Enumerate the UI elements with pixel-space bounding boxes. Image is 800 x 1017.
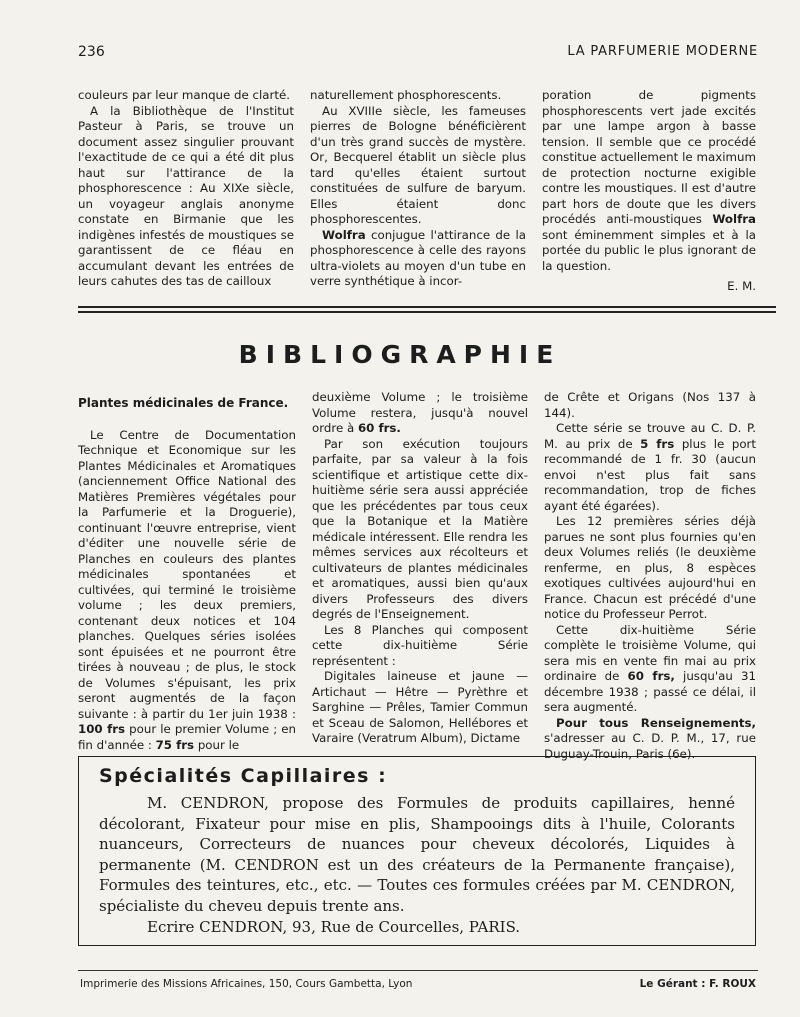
- paragraph: [312, 390, 528, 437]
- paragraph: A la Bibliothèque de l'Institut Pasteur à Paris, se trouve un document assez singulier prouvant l'exactitude de ce qui a été dit plus haut sur l'attirance de la phosphorescence : Au XIXe siècle, un voyageur anglais anonyme constate en Birmanie que les indigènes infestés de moustiques se garantissent de ce fléau en accumulant devant les entrées de leurs cahutes des tas de cailloux: [78, 103, 294, 288]
- manager-credit: Le Gérant : F. ROUX: [639, 978, 756, 990]
- section-divider: [78, 306, 776, 316]
- bibliography-subheading: Plantes médicinales de France.: [78, 396, 289, 410]
- paragraph-text: pour le: [197, 737, 240, 752]
- paragraph-text: Cette dix-huitième Série complète le troisième Volume, qui sera mis en vente fin mai au prix ordinaire de: [544, 622, 756, 683]
- info-label: Pour tous Renseignements,: [556, 715, 756, 730]
- paragraph-text: jusqu'au 31 décembre 1938 ; passé ce délai, il sera augmenté.: [544, 669, 757, 714]
- price: 5 frs: [640, 436, 675, 451]
- paragraph-text: conjugue l'attirance de la phosphorescence à celle des rayons ultra-violets au moyen d'un tube en verre synthétique à incor-: [310, 227, 526, 288]
- brand-name: Wolfra: [322, 227, 366, 242]
- price: 60 frs,: [627, 669, 675, 683]
- paragraph: couleurs par leur manque de clarté.: [78, 88, 291, 102]
- footer-divider: [78, 970, 758, 971]
- paragraph: Les 12 premières séries déjà parues ne sont plus fournies qu'en deux Volumes reliés (le deuxième renferme, en plus, 8 espèces exotiques cultivées aujourd'hui en France. Chacun est précédé d'une notice du Professeur Perrot.: [544, 514, 756, 621]
- page-number: 236: [78, 44, 105, 60]
- paragraph-text: deuxième Volume ; le troisième Volume restera, jusqu'à nouvel ordre à: [312, 390, 528, 435]
- paragraph: [544, 421, 756, 514]
- advertisement-title: Spécialités Capillaires :: [99, 765, 388, 787]
- bibliography-column-2: [312, 390, 528, 747]
- paragraph: [310, 228, 526, 290]
- bibliography-column-3: [544, 390, 756, 762]
- article-column-2: [310, 88, 526, 290]
- paragraph: [544, 623, 756, 716]
- advertisement-box: [78, 756, 756, 946]
- advertisement-body: [99, 793, 735, 938]
- printer-credit: Imprimerie des Missions Africaines, 150, Cours Gambetta, Lyon: [80, 978, 413, 990]
- paragraph: naturellement phosphorescents.: [310, 88, 502, 102]
- paragraph-text: sont éminemment simples et à la portée du public le plus ignorant de la question.: [542, 227, 756, 273]
- paragraph-text: pour le premier Volume ; en fin d'année :: [78, 722, 296, 752]
- bibliography-heading: BIBLIOGRAPHIE: [238, 340, 562, 369]
- price: 60 frs.: [357, 421, 401, 435]
- article-column-1: [78, 88, 294, 290]
- paragraph: Les 8 Planches qui composent cette dix-huitième Série représentent :: [312, 622, 528, 668]
- paragraph: [78, 428, 296, 754]
- paragraph: Au XVIIIe siècle, les fameuses pierres de Bologne bénéficièrent d'un très grand succès de mystère. Or, Becquerel établit un siècle plus tard qu'elles étaient surtout constituées de sulfure de baryum. Elles étaient donc phosphorescentes.: [310, 103, 526, 226]
- article-column-3: [542, 88, 756, 295]
- paragraph: Par son exécution toujours parfaite, par sa valeur à la fois scientifique et artistique cette dix-huitième série sera aussi appréciée que les précédentes par tous ceux que la Botanique et la Matière médicale intéressent. Elle rendra les mêmes services aux récolteurs et cultivateurs de plantes médicinales et aromatiques, aussi bien qu'aux divers Professeurs des divers degrés de l'Enseignement.: [312, 436, 528, 621]
- brand-name: Wolfra: [712, 212, 756, 226]
- paragraph: [542, 88, 756, 274]
- price: 100 frs: [78, 722, 126, 736]
- advertisement-text: M. CENDRON, propose des Formules de produits capillaires, henné décolorant, Fixateur pour mise en plis, Shampooings dits à l'huile, Colorants nuanceurs, Correcteurs de nuances pour cheveux décolorés, Liquides à permanente (M. CENDRON est un des créateurs de la Permanente française), Formules des teintures, etc., etc. — Toutes ces formules créées par M. CENDRON, spécialiste du cheveu depuis trente ans.: [99, 794, 735, 915]
- author-signature: E. M.: [727, 279, 756, 293]
- price: 75 frs: [155, 737, 195, 752]
- paragraph: Digitales laineuse et jaune — Artichaut — Hêtre — Pyrèthre et Sarghine — Prêles, Tamier Commun et Sceau de Salomon, Hellébores et Varaire (Veratrum Album), Dictame: [312, 669, 528, 745]
- paragraph-text: Cette série se trouve au C. D. P. M. au prix de: [544, 421, 756, 451]
- paragraph-text: Le Centre de Documentation Technique et Economique sur les Plantes Médicinales et Aromatiques (anciennement Office National des Matières Premières végétales pour la Parfumerie et la Droguerie), continuant l'œuvre entreprise, vient d'éditer une nouvelle série de Planches en couleurs des plantes médicinales spontanées et cultivées, qui terminé le troisième volume ; les deux premiers, contenant deux notices et 104 planches. Quelques séries isolées sont épuisées et ne pourront être tirées à nouveau ; de plus, le stock de Volumes s'épuisant, les prix seront augmentés de la façon suivante : à partir du 1er juin 1938 :: [78, 427, 296, 721]
- journal-title: LA PARFUMERIE MODERNE: [567, 44, 758, 59]
- paragraph: de Crête et Origans (Nos 137 à 144).: [544, 390, 756, 420]
- paragraph-text: poration de pigments phosphorescents vert jade excités par une lampe argon à basse tension. Il semble que ce procédé constitue actuellement le maximum de protection nocturne exigible contre les moustiques. Il est d'autre part hors de doute que les divers procédés anti-moustiques: [542, 88, 756, 226]
- paragraph-text: plus le port recommandé de 1 fr. 30 (aucun envoi n'est plus fait sans recommandation, trop de fiches ayant été égarées).: [544, 436, 757, 513]
- advertisement-contact: Ecrire CENDRON, 93, Rue de Courcelles, PARIS.: [147, 918, 521, 936]
- paragraph-text: s'adresser au C. D. P. M., 17, rue Duguay-Trouin, Paris (6e).: [544, 731, 756, 761]
- bibliography-column-1: [78, 396, 296, 753]
